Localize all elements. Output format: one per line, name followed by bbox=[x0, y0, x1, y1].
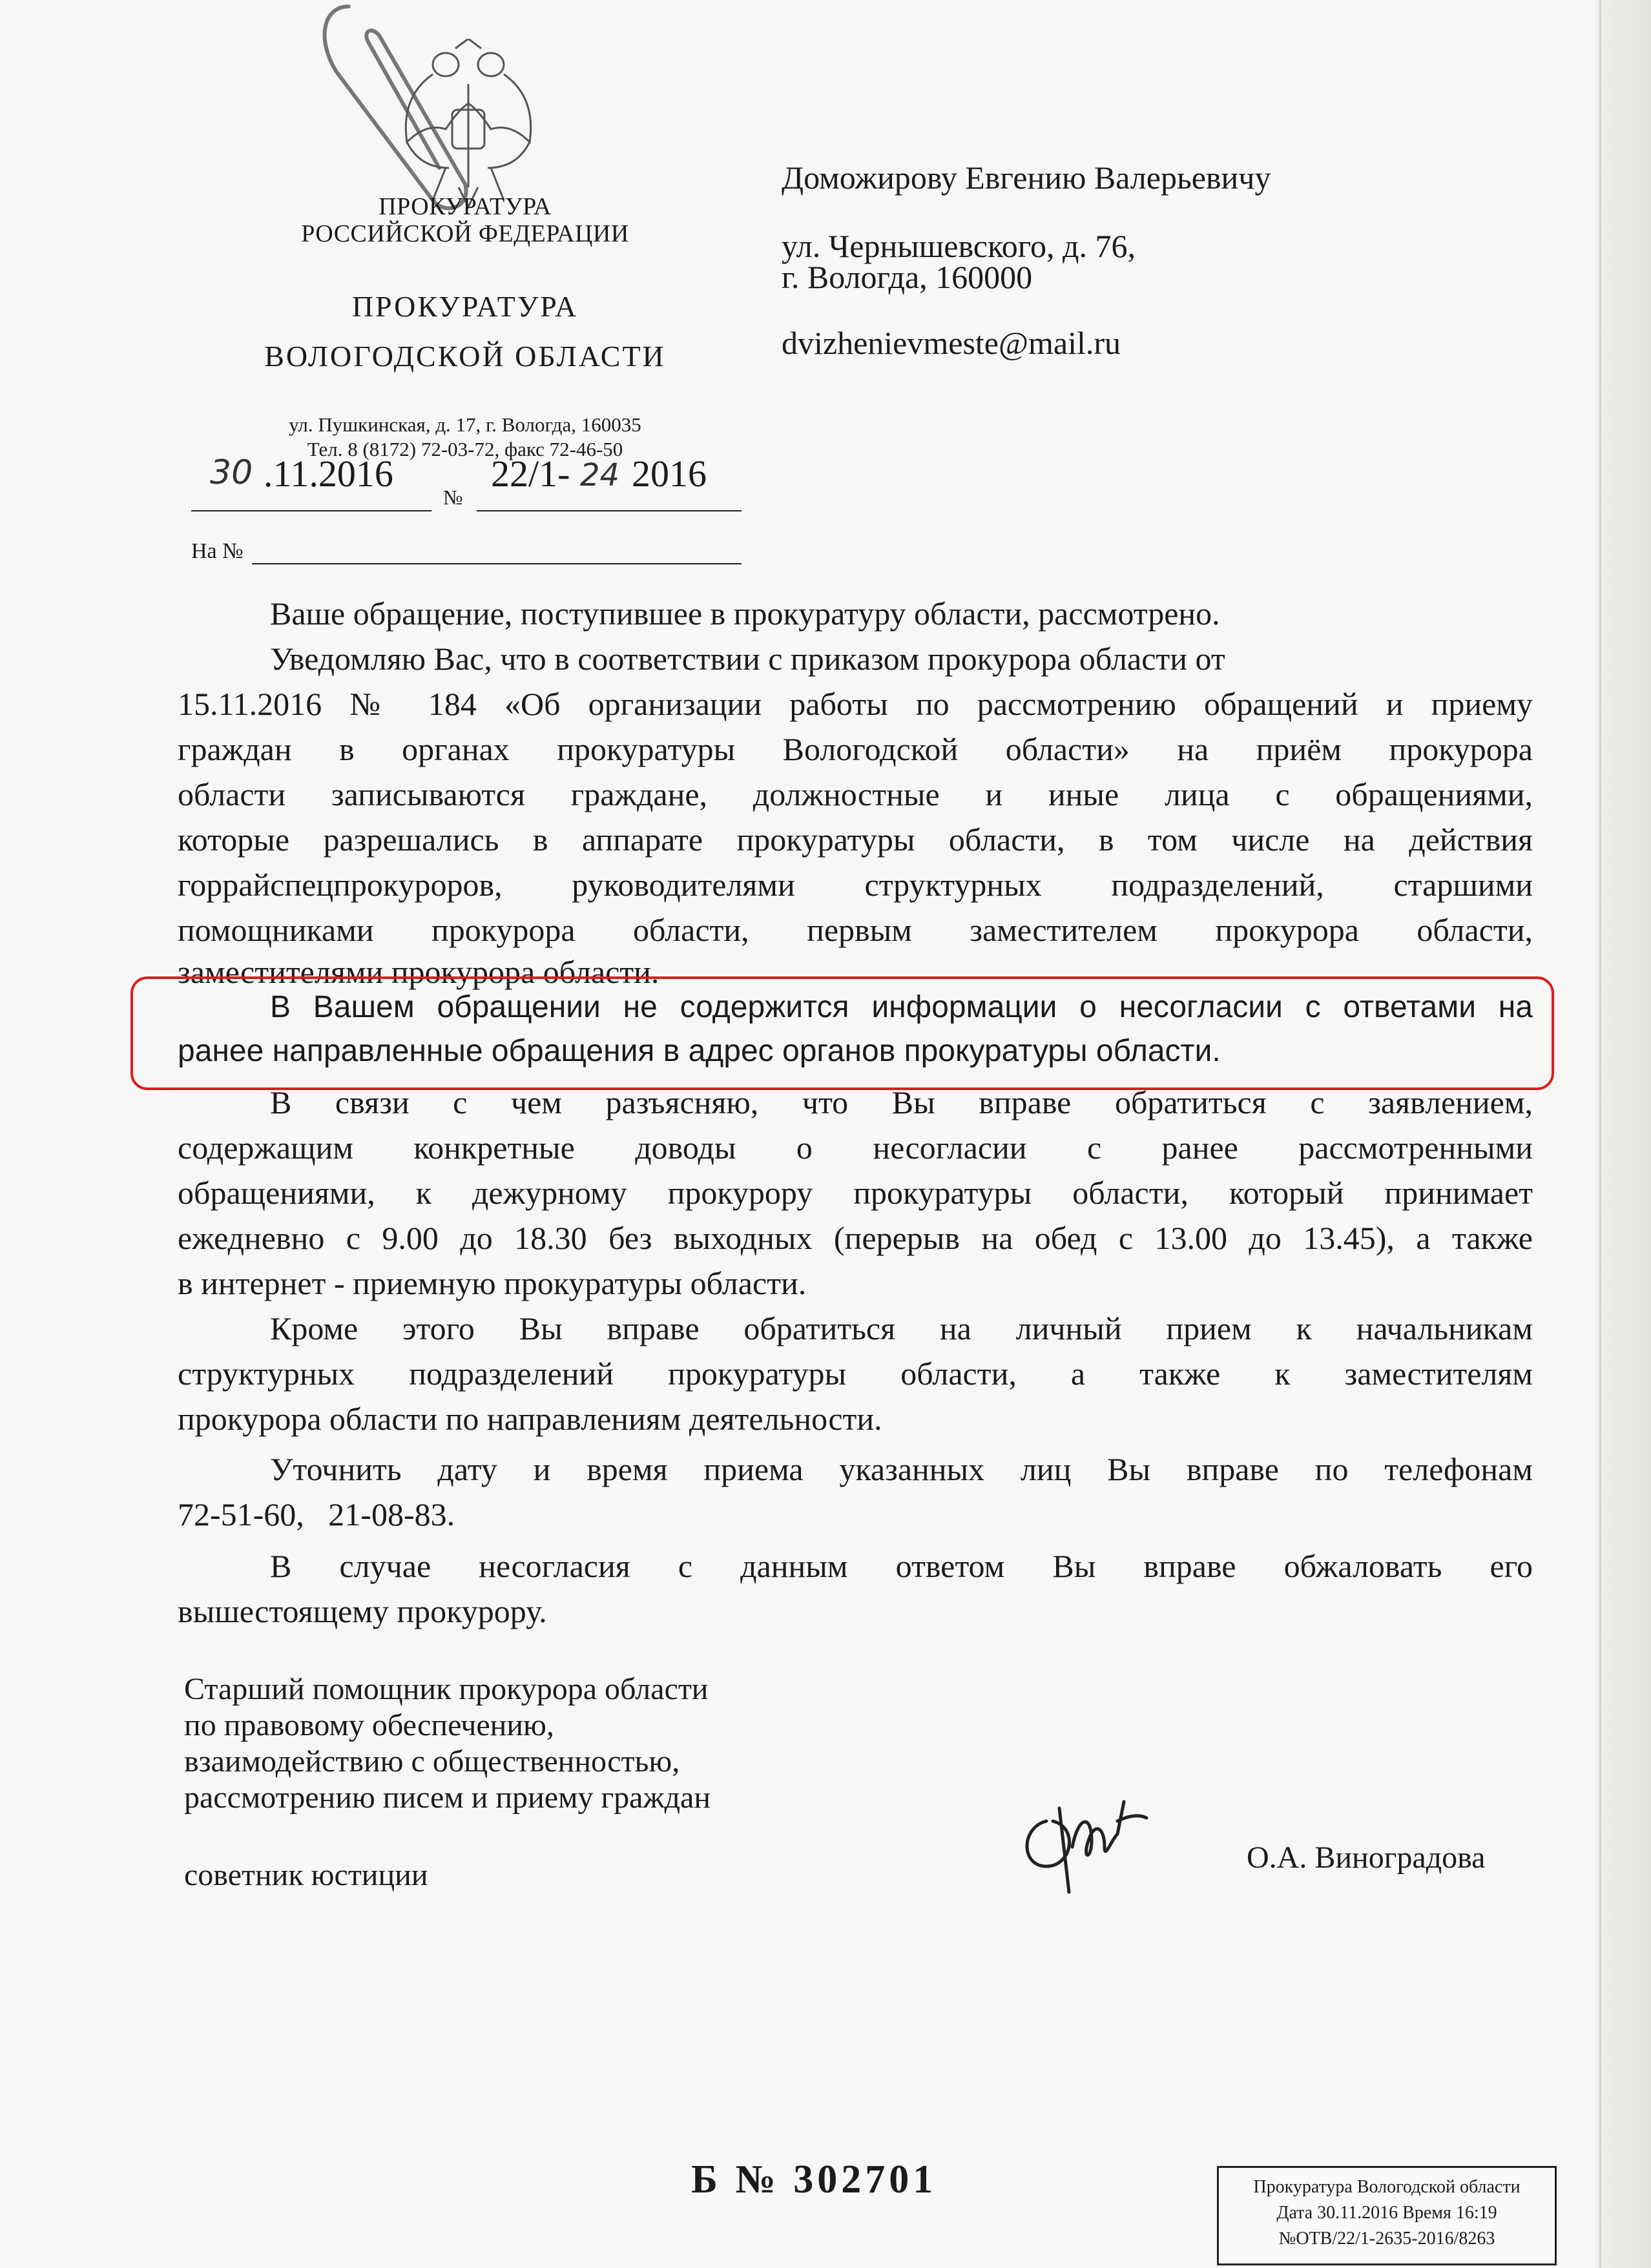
org-top-line1: ПРОКУРАТУРА bbox=[379, 193, 552, 220]
reference-underline bbox=[252, 563, 742, 564]
org-main-line2: ВОЛОГОДСКОЙ ОБЛАСТИ bbox=[264, 340, 666, 373]
reference-label: На № bbox=[191, 539, 244, 563]
body-p7-line: В случае несогласия с данным ответом Вы вправе обжаловать его bbox=[270, 1548, 1533, 1584]
body-p5-line: структурных подразделений прокуратуры области, а также к заместителям bbox=[178, 1356, 1533, 1392]
body-p2-line: Уведомляю Вас, что в соответствии с приказом прокурора области от bbox=[270, 641, 1225, 677]
handwritten-signature-icon bbox=[1008, 1769, 1156, 1899]
org-phone: Тел. 8 (8172) 72-03-72, факс 72-46-50 bbox=[307, 438, 623, 460]
body-paragraph-1: Ваше обращение, поступившее в прокуратуру области, рассмотрено. bbox=[270, 595, 1220, 632]
body-p2-line: которые разрешались в аппарате прокуратуры области, в том числе на действия bbox=[178, 821, 1533, 858]
number-prefix: 22/1- bbox=[491, 453, 570, 495]
stamp-line: №ОТВ/22/1-2635-2016/8263 bbox=[1278, 2229, 1495, 2249]
body-p2-line: помощниками прокурора области, первым заместителем прокурора области, bbox=[178, 912, 1533, 948]
signer-title-line: по правовому обеспечению, bbox=[184, 1708, 554, 1742]
body-p2-line: горрайспецпрокуроров, руководителями структурных подразделений, старшими bbox=[178, 867, 1533, 903]
body-p2-line: 15.11.2016 № 184 «Об организации работы по рассмотрению обращений и приему bbox=[178, 686, 1533, 722]
body-p6-line: Уточнить дату и время приема указанных лиц Вы вправе по телефонам bbox=[270, 1451, 1533, 1487]
highlighted-line: ранее направленные обращения в адрес органов прокуратуры области. bbox=[178, 1034, 1221, 1068]
stamp-line: Дата 30.11.2016 Время 16:19 bbox=[1276, 2203, 1497, 2223]
body-p6-line: 72-51-60, 21-08-83. bbox=[178, 1496, 455, 1532]
body-p2-line: заместителями прокурора области. bbox=[178, 954, 659, 990]
signer-title-line: рассмотрению писем и приему граждан bbox=[184, 1780, 711, 1815]
document-serial-number: Б № 302701 bbox=[691, 2158, 937, 2201]
org-top-line2: РОССИЙСКОЙ ФЕДЕРАЦИИ bbox=[301, 220, 629, 247]
date-rest: .11.2016 bbox=[264, 453, 393, 495]
body-p4-line: В связи с чем разъясняю, что Вы вправе обратиться с заявлением, bbox=[270, 1084, 1533, 1120]
recipient-email: dvizhenievmeste@mail.ru bbox=[782, 325, 1121, 361]
body-p4-line: в интернет - приемную прокуратуры области. bbox=[178, 1265, 807, 1301]
date-underline bbox=[191, 510, 431, 511]
page-edge bbox=[1595, 0, 1651, 2268]
page-edge-line bbox=[1599, 0, 1601, 2268]
stamp-line: Прокуратура Вологодской области bbox=[1253, 2177, 1521, 2197]
number-label: № bbox=[443, 486, 463, 509]
recipient-name: Доможирову Евгению Валерьевичу bbox=[782, 160, 1271, 196]
recipient-city: г. Вологда, 160000 bbox=[782, 259, 1033, 295]
registration-stamp bbox=[1217, 2166, 1557, 2265]
body-p4-line: ежедневно с 9.00 до 18.30 без выходных (перерыв на обед с 13.00 до 13.45), а также bbox=[178, 1220, 1533, 1256]
number-suffix: 2016 bbox=[632, 453, 707, 495]
org-main-line1: ПРОКУРАТУРА bbox=[351, 290, 579, 323]
number-underline bbox=[477, 510, 742, 511]
signer-title-line: взаимодействию с общественностью, bbox=[184, 1744, 680, 1778]
highlighted-line: В Вашем обращении не содержится информации о несогласии с ответами на bbox=[270, 990, 1533, 1024]
body-p4-line: содержащим конкретные доводы о несогласии с ранее рассмотренными bbox=[178, 1129, 1533, 1166]
signer-title-line: Старший помощник прокурора области bbox=[184, 1672, 709, 1706]
number-handwritten: 24 bbox=[580, 457, 620, 493]
body-p7-line: вышестоящему прокурору. bbox=[178, 1593, 547, 1629]
recipient-street: ул. Чернышевского, д. 76, bbox=[782, 228, 1136, 264]
body-p2-line: граждан в органах прокуратуры Вологодской области» на приём прокурора bbox=[178, 731, 1533, 767]
signer-name: О.А. Виноградова bbox=[1247, 1840, 1486, 1875]
signer-rank: советник юстиции bbox=[184, 1858, 428, 1892]
body-p2-line: области записываются граждане, должностные и иные лица с обращениями, bbox=[178, 776, 1533, 812]
date-day-handwritten: 30 bbox=[210, 453, 253, 492]
coat-of-arms-icon bbox=[388, 39, 549, 213]
org-address: ул. Пушкинская, д. 17, г. Вологда, 160035 bbox=[289, 413, 641, 436]
body-p5-line: Кроме этого Вы вправе обратиться на личный прием к начальникам bbox=[270, 1310, 1533, 1346]
body-p4-line: обращениями, к дежурному прокурору прокуратуры области, который принимает bbox=[178, 1175, 1533, 1211]
body-p5-line: прокурора области по направлениям деятельности. bbox=[178, 1401, 882, 1437]
